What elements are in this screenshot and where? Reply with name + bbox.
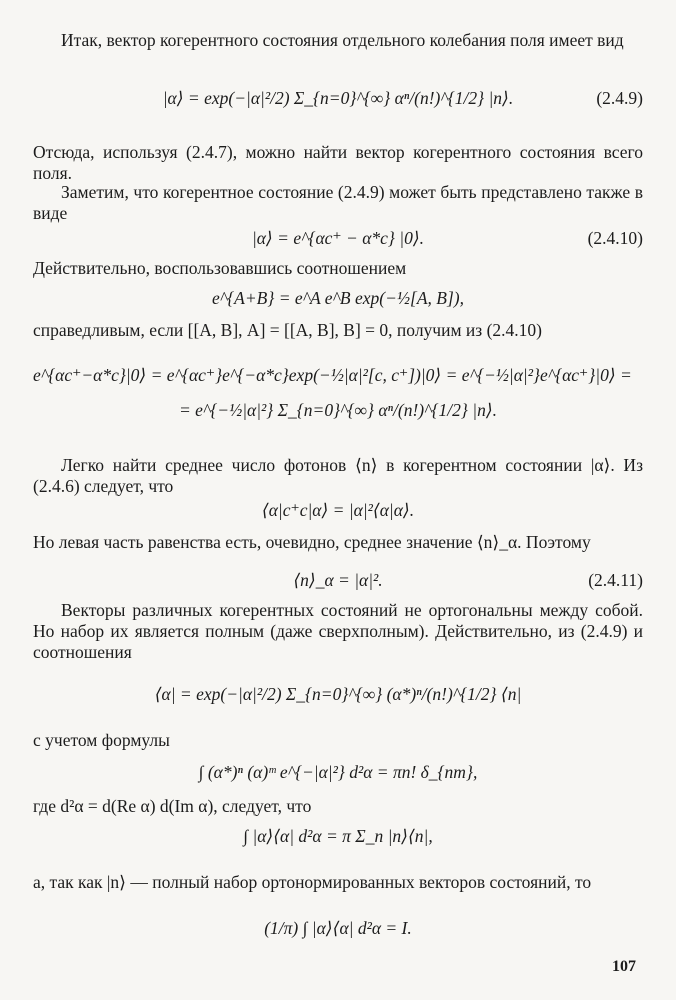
equation-formula: ∫ |α⟩⟨α| d²α = π Σ_n |n⟩⟨n|,: [243, 826, 433, 846]
equation-completeness: [33, 826, 643, 862]
paragraph-mean-photons: Легко найти среднее число фотонов ⟨n⟩ в когерентном состоянии |α⟩. Из (2.4.6) следует, что: [33, 455, 643, 496]
equation-formula: |α⟩ = e^{αc⁺ − α*c} |0⟩.: [251, 228, 425, 248]
equation-derivation-line-1: [33, 365, 643, 401]
equation-identity: [33, 918, 643, 954]
equation-formula: ∫ (α*)ⁿ (α)ᵐ e^{−|α|²} d²α = πn! δ_{nm},: [198, 762, 478, 782]
equation-derivation-line-2: [33, 400, 643, 436]
paragraph-left-side: Но левая часть равенства есть, очевидно, среднее значение ⟨n⟩_α. Поэтому: [33, 532, 591, 552]
paragraph-formula-ref: с учетом формулы: [33, 730, 170, 750]
equation-mean: [33, 500, 643, 536]
equation-2-4-9: [33, 88, 643, 124]
equation-number: (2.4.11): [588, 570, 643, 590]
paragraph-representation: Заметим, что когерентное состояние (2.4.9) может быть представлено также в виде: [33, 182, 643, 223]
equation-formula: |α⟩ = exp(−|α|²/2) Σ_{n=0}^{∞} αⁿ/(n!)^{1/2} |n⟩.: [162, 88, 514, 108]
equation-formula: ⟨n⟩_α = |α|².: [293, 570, 383, 590]
page-number: 107: [612, 958, 636, 975]
equation-formula: e^{A+B} = e^A e^B exp(−½[A, B]),: [211, 288, 464, 308]
paragraph-whole-field: Отсюда, используя (2.4.7), можно найти вектор когерентного состояния всего поля.: [33, 142, 643, 183]
equation-formula: (1/π) ∫ |α⟩⟨α| d²α = I.: [264, 918, 412, 938]
paragraph-where: где d²α = d(Re α) d(Im α), следует, что: [33, 796, 312, 816]
equation-integral: [33, 762, 643, 798]
paragraph-condition: справедливым, если [[A, B], A] = [[A, B], B] = 0, получим из (2.4.10): [33, 320, 542, 340]
equation-formula: = e^{−½|α|²} Σ_{n=0}^{∞} αⁿ/(n!)^{1/2} |n⟩.: [178, 400, 498, 420]
paragraph-non-orthogonal: Векторы различных когерентных состояний не ортогональны между собой. Но набор их является полным (даже сверхполным). Действительно, из (2.4.9) и соотношения: [33, 600, 643, 662]
equation-number: (2.4.10): [587, 228, 643, 248]
equation-formula: ⟨α| = exp(−|α|²/2) Σ_{n=0}^{∞} (α*)ⁿ/(n!)^{1/2} ⟨n|: [154, 684, 522, 704]
equation-bch: [33, 288, 643, 324]
equation-formula: ⟨α|c⁺c|α⟩ = |α|²⟨α|α⟩.: [261, 500, 415, 520]
paragraph-complete-set: а, так как |n⟩ — полный набор ортонормированных векторов состояний, то: [33, 872, 592, 892]
paragraph-intro: Итак, вектор когерентного состояния отдельного колебания поля имеет вид: [61, 30, 624, 50]
paragraph-indeed: Действительно, воспользовавшись соотношением: [33, 258, 407, 278]
equation-bra: [33, 684, 643, 720]
equation-formula: e^{αc⁺−α*c}|0⟩ = e^{αc⁺}e^{−α*c}exp(−½|α|²[c, c⁺])|0⟩ = e^{−½|α|²}e^{αc⁺}|0⟩ =: [33, 365, 632, 385]
equation-number: (2.4.9): [596, 88, 643, 108]
